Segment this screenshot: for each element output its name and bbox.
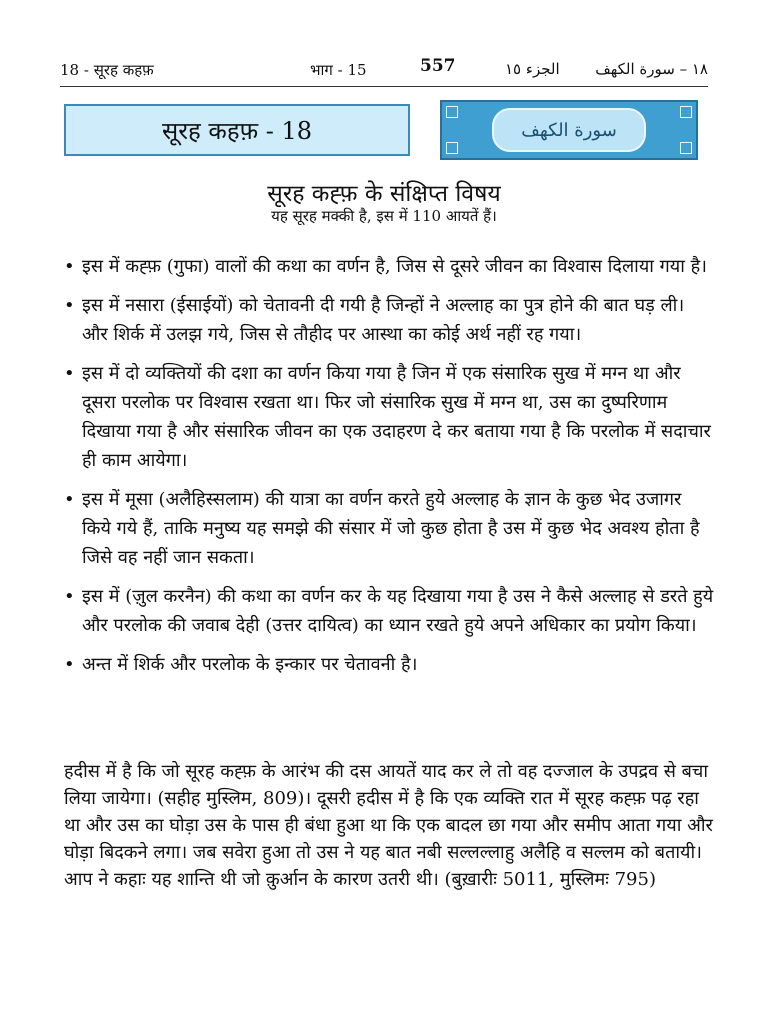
list-item [64,359,714,475]
list-item [64,252,714,281]
ornament-corner [446,106,458,118]
header-rule [60,86,708,87]
header-part-number: भाग - 15 [310,61,367,79]
list-item-text: इस में दो व्यक्तियों की दशा का वर्णन किया गया है जिन में एक संसारिक सुख में मग्न था और दूसरा परलोक पर विश्वास रखता था। फिर जो संसारिक सुख में मग्न था, उस का दुष्परिणाम दिखाया गया है और संसारिक जीवन का एक उदाहरण दे कर बताया गया है कि परलोक में सदाचार ही काम आयेगा। [82,363,711,471]
surah-title-box [64,104,410,156]
list-item [64,582,714,640]
header-juz-arabic: الجزء ١٥ [505,60,560,78]
bullet-icon: • [64,654,75,675]
list-item-text: इस में कह्फ़ (गुफा) वालों की कथा का वर्णन है, जिस से दूसरे जीवन का विश्वास दिलाया गया है। [82,256,708,277]
calligraphy-text: سورة الكهف [521,119,617,141]
list-item [64,485,714,572]
section-subheading: यह सूरह मक्की है, इस में 110 आयतें हैं। [271,207,497,225]
summary-list [64,252,714,689]
bullet-icon: • [64,256,75,277]
list-item [64,291,714,349]
page-number: 557 [420,56,456,76]
section-heading: सूरह कह्फ़ के संक्षिप्त विषय [267,181,501,207]
running-header [60,58,708,86]
ornament-corner [680,142,692,154]
hadith-paragraph: हदीस में है कि जो सूरह कह्फ़ के आरंभ की दस आयतें याद कर ले तो वह दज्जाल के उपद्रव से बचा लिया जायेगा। (सहीह मुस्लिम, 809)। दूसरी हदीस में है कि एक व्यक्ति रात में सूरह कह्फ़ पढ़ रहा था और उस का घोड़ा उस के पास ही बंधा हुआ था कि एक बादल छा गया और समीप आता गया और घोड़ा बिदकने लगा। जब सवेरा हुआ तो उस ने यह बात नबी सल्लल्लाहु अलैहि व सल्लम को बतायी। आप ने कहाः यह शान्ति थी जो क़ुर्आन के कारण उतरी थी। (बुख़ारीः 5011, मुस्लिमः 795) [64,761,713,890]
surah-title: सूरह कहफ़ - 18 [162,116,312,145]
list-item-text: अन्त में शिर्क और परलोक के इन्कार पर चेतावनी है। [82,654,418,675]
list-item [64,650,714,679]
ornament-corner [680,106,692,118]
list-item-text: इस में मूसा (अलैहिस्सलाम) की यात्रा का वर्णन करते हुये अल्लाह के ज्ञान के कुछ भेद उजागर किये गये हैं, ताकि मनुष्य यह समझे की संसार में जो कुछ होता है उस में कुछ भेद अवश्य होता है जिसे वह नहीं जान सकता। [82,489,700,568]
header-surah-name: 18 - सूरह कहफ़ [60,61,154,79]
ornament-corner [446,142,458,154]
calligraphy-banner [440,100,698,160]
bullet-icon: • [64,489,75,510]
list-item-text: इस में (ज़ुल करनैन) की कथा का वर्णन कर के यह दिखाया गया है उस ने कैसे अल्लाह से डरते हुये और परलोक की जवाब देही (उत्तर दायित्व) का ध्यान रखते हुये अपने अधिकार का प्रयोग किया। [82,586,714,636]
list-item-text: इस में नसारा (ईसाईयों) को चेतावनी दी गयी है जिन्हों ने अल्लाह का पुत्र होने की बात घड़ ली। और शिर्क में उलझ गये, जिस से तौहीद पर आस्था का कोई अर्थ नहीं रह गया। [82,295,685,345]
bullet-icon: • [64,295,75,316]
bullet-icon: • [64,586,75,607]
calligraphy-cartouche [492,108,646,152]
bullet-icon: • [64,363,75,384]
header-surah-arabic: ١٨ – سورة الكهف [595,60,708,78]
